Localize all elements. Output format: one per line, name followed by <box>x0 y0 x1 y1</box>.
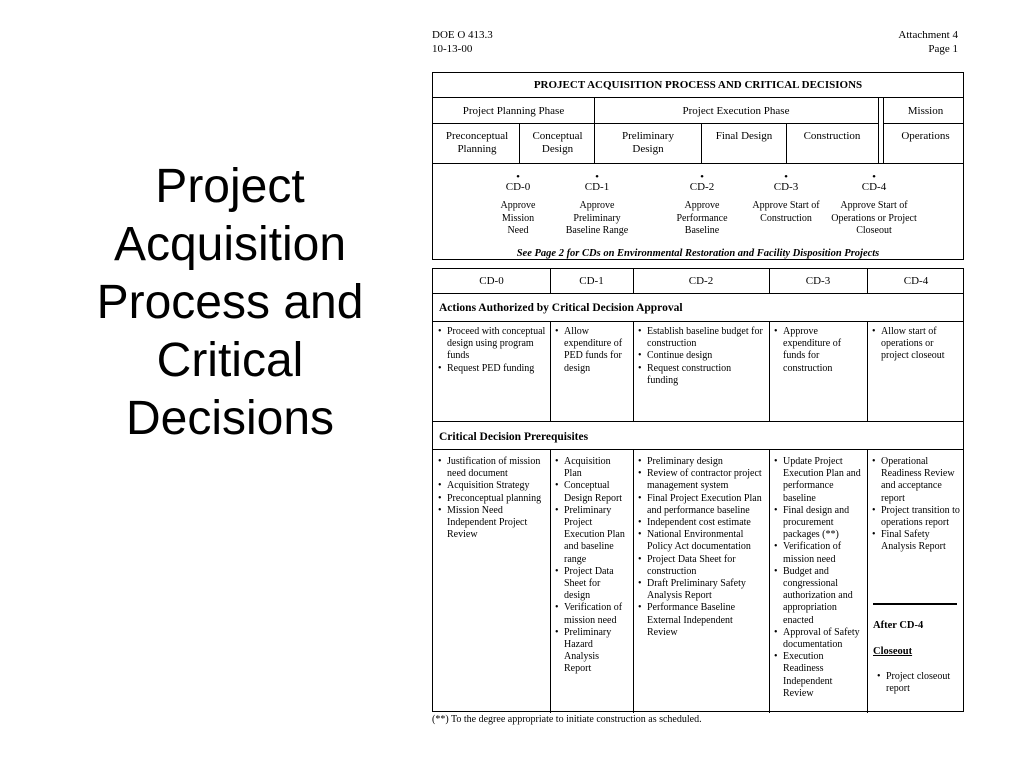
cd-desc: Approve Start of Operations or Project Closeout <box>831 200 917 236</box>
action-item: • Allow start of operations or project closeout <box>872 326 962 363</box>
prereq-item: • National Environmental Policy Act documentation <box>638 529 764 553</box>
prereq-item: • Acquisition Plan <box>555 456 627 480</box>
action-item: • Request PED funding <box>438 363 546 375</box>
prereqs-cd2 <box>638 456 764 639</box>
milestone-dot: • <box>784 171 788 183</box>
stage-preconceptual: Preconceptual Planning <box>445 130 509 155</box>
action-item: • Establish baseline budget for construction <box>638 326 764 350</box>
milestone-dot: • <box>595 171 599 183</box>
process-table <box>432 72 964 260</box>
prereq-item: • Project Data Sheet for design <box>555 566 627 603</box>
cd-3-milestone <box>741 173 831 225</box>
stage-construction: Construction <box>803 130 861 142</box>
title-line: Decisions <box>125 392 335 445</box>
action-item: • Request construction funding <box>638 363 764 387</box>
prereq-item: • Verification of mission need <box>774 541 862 565</box>
attachment-label: Attachment 4 <box>898 29 958 41</box>
prereq-item: • Final Safety Analysis Report <box>872 529 962 553</box>
action-item: • Allow expenditure of PED funds for design <box>555 326 627 375</box>
doc-header-left <box>432 28 493 56</box>
cd-1-milestone <box>557 173 637 238</box>
prereqs-cd1 <box>555 456 627 676</box>
cd-label: CD-1 <box>584 181 610 193</box>
prereq-item: • Project Data Sheet for construction <box>638 554 764 578</box>
prereq-item: • Preliminary design <box>638 456 764 468</box>
cd-label: CD-0 <box>505 181 531 193</box>
col-header-cd4: CD-4 <box>903 275 929 287</box>
prereq-item: • Update Project Execution Plan and performance baseline <box>774 456 862 505</box>
process-table-title: PROJECT ACQUISITION PROCESS AND CRITICAL DECISIONS <box>533 79 863 91</box>
prereqs-cd3 <box>774 456 862 700</box>
actions-cd2 <box>638 326 764 387</box>
doc-header-right <box>898 28 958 56</box>
prereqs-cd4 <box>872 456 962 554</box>
prereq-item: • Execution Readiness Independent Review <box>774 651 862 700</box>
prereq-item: • Conceptual Design Report <box>555 480 627 504</box>
closeout-item: • Project closeout report <box>877 671 963 695</box>
col-header-cd0: CD-0 <box>479 275 504 287</box>
col-header-cd2: CD-2 <box>688 275 714 287</box>
stage-conceptual: Conceptual Design <box>532 130 583 155</box>
prereq-item: • Operational Readiness Review and acceptance report <box>872 456 962 505</box>
cd-desc: Approve Performance Baseline <box>676 200 728 236</box>
title-line: Acquisition <box>113 218 347 271</box>
title-line: Project <box>155 160 305 213</box>
closeout-label: Closeout <box>873 646 913 657</box>
prereq-item: • Approval of Safety documentation <box>774 627 862 651</box>
col-header-cd3: CD-3 <box>805 275 831 287</box>
stage-preliminary: Preliminary Design <box>622 130 674 155</box>
action-item: • Approve expenditure of funds for construction <box>774 326 860 375</box>
actions-cd3 <box>774 326 860 375</box>
footnote: (**) To the degree appropriate to initiate construction as scheduled. <box>432 714 702 725</box>
milestone-dot: • <box>700 171 704 183</box>
document <box>430 28 964 725</box>
prereq-item: • Project transition to operations report <box>872 505 962 529</box>
prereq-item: • Performance Baseline External Independent Review <box>638 602 764 639</box>
prereq-item: • Budget and congressional authorization and appropriation enacted <box>774 566 862 627</box>
title-line: Process and <box>96 276 364 329</box>
doc-header <box>430 28 964 72</box>
action-item: • Continue design <box>638 350 764 362</box>
prereq-item: • Independent cost estimate <box>638 517 764 529</box>
actions-header: Actions Authorized by Critical Decision Approval <box>439 302 683 314</box>
cd-label: CD-2 <box>689 181 715 193</box>
after-cd4-label: After CD-4 <box>873 620 924 631</box>
cd-desc: Approve Mission Need <box>500 200 536 236</box>
prereq-item: • Draft Preliminary Safety Analysis Report <box>638 578 764 602</box>
prereq-item: • Acquisition Strategy <box>438 480 546 492</box>
prereq-item: • Mission Need Independent Project Review <box>438 505 546 542</box>
actions-cd1 <box>555 326 627 375</box>
phase-mission: Mission <box>907 105 944 117</box>
stage-final: Final Design <box>715 130 773 142</box>
milestone-dot: • <box>872 171 876 183</box>
phase-planning: Project Planning Phase <box>462 105 565 117</box>
cd-desc: Approve Preliminary Baseline Range <box>565 200 629 236</box>
action-item: • Proceed with conceptual design using program funds <box>438 326 546 363</box>
closeout-items <box>877 671 963 695</box>
prereq-item: • Preliminary Project Execution Plan and baseline range <box>555 505 627 566</box>
cd-desc: Approve Start of Construction <box>752 200 820 224</box>
slide-title <box>60 158 400 448</box>
milestone-dot: • <box>516 171 520 183</box>
stage-operations: Operations <box>901 130 950 142</box>
decisions-table <box>432 268 964 712</box>
prereq-item: • Justification of mission need document <box>438 456 546 480</box>
doc-date: 10-13-00 <box>432 43 473 55</box>
environmental-note: See Page 2 for CDs on Environmental Restoration and Facility Disposition Projects <box>516 248 880 259</box>
cd-0-milestone <box>473 173 563 238</box>
cd-label: CD-3 <box>773 181 799 193</box>
prereqs-cd0 <box>438 456 546 541</box>
page-label: Page 1 <box>928 43 958 55</box>
prereq-item: • Preconceptual planning <box>438 493 546 505</box>
actions-cd4 <box>872 326 962 363</box>
doc-number: DOE O 413.3 <box>432 29 493 41</box>
cd-4-milestone <box>831 173 917 238</box>
prereq-item: • Final Project Execution Plan and performance baseline <box>638 493 764 517</box>
title-line: Critical <box>156 334 304 387</box>
prereq-item: • Preliminary Hazard Analysis Report <box>555 627 627 676</box>
cd-2-milestone <box>657 173 747 238</box>
cd-label: CD-4 <box>861 181 887 193</box>
prereq-item: • Review of contractor project management system <box>638 468 764 492</box>
prereq-item: • Final design and procurement packages (**) <box>774 505 862 542</box>
col-header-cd1: CD-1 <box>579 275 604 287</box>
prereq-header: Critical Decision Prerequisites <box>439 431 589 443</box>
phase-execution: Project Execution Phase <box>682 105 790 117</box>
prereq-item: • Verification of mission need <box>555 602 627 626</box>
actions-cd0 <box>438 326 546 375</box>
